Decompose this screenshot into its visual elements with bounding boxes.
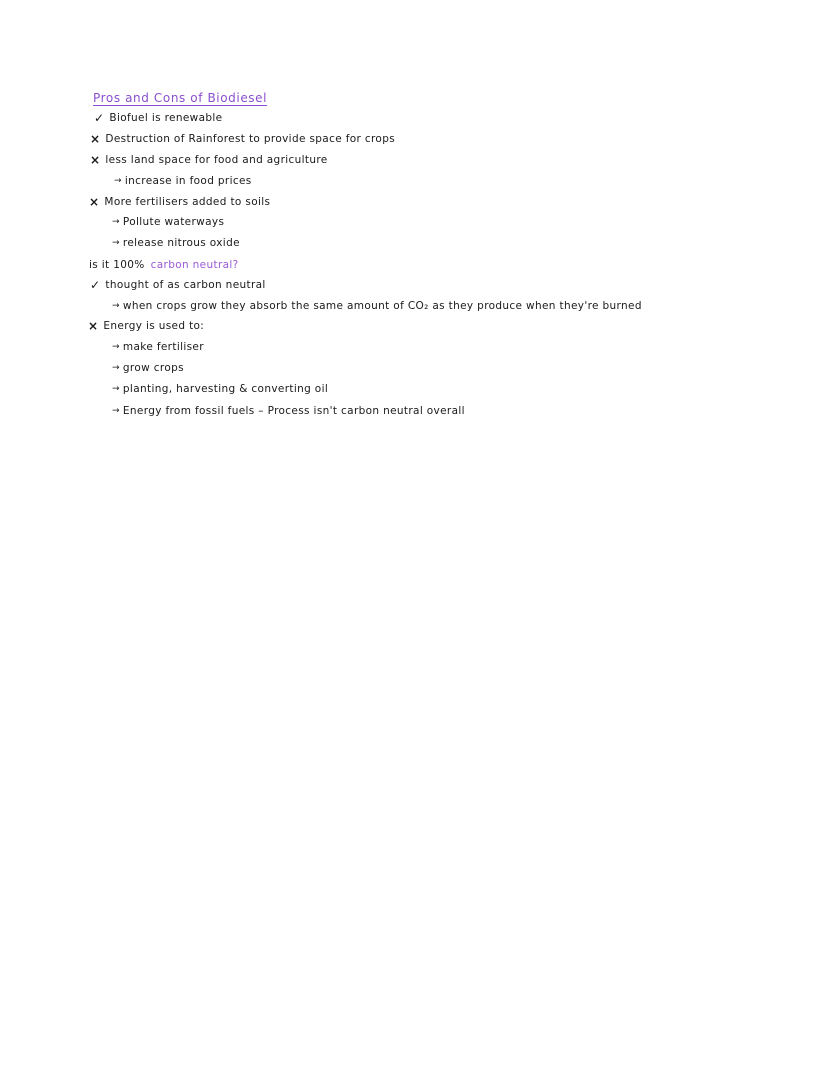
arrow-icon: → [112,217,120,227]
sub-item [112,361,184,375]
sub-item [114,174,252,188]
note-text: when crops grow they absorb the same amount of CO₂ as they produce when they're burned [122,300,642,312]
question-highlight: carbon neutral? [150,259,239,271]
cross-icon: × [89,195,100,209]
con-item [88,319,204,333]
cross-icon: × [90,132,101,146]
tick-icon: ✓ [94,111,105,125]
note-text: Biofuel is renewable [109,112,223,124]
arrow-icon: → [112,301,120,311]
note-text: less land space for food and agriculture [105,154,328,166]
section-question [89,258,239,272]
tick-icon: ✓ [90,278,101,292]
notes-title: Pros and Cons of Biodiesel [93,91,268,105]
note-text: is it 100% [89,259,145,271]
con-item [89,195,270,209]
con-item [90,153,328,167]
cross-icon: × [88,319,99,333]
note-text: make fertiliser [122,341,204,353]
sub-item [112,382,328,396]
note-text: Energy from fossil fuels – Process isn't carbon neutral overall [122,405,465,417]
note-text: grow crops [122,362,184,374]
sub-item [112,340,204,354]
pro-item [94,111,222,125]
sub-item [112,299,642,313]
note-text: planting, harvesting & converting oil [122,383,329,395]
note-text: Energy is used to: [103,320,205,332]
note-text: increase in food prices [124,175,252,187]
arrow-icon: → [114,176,122,186]
pro-item [90,278,266,292]
arrow-icon: → [112,384,120,394]
con-item [90,132,395,146]
note-text: Pollute waterways [122,216,225,228]
cross-icon: × [90,153,101,167]
arrow-icon: → [112,238,120,248]
note-text: More fertilisers added to soils [104,196,271,208]
sub-item [112,236,240,250]
arrow-icon: → [112,363,120,373]
note-text: release nitrous oxide [122,237,240,249]
note-text: thought of as carbon neutral [105,279,266,291]
arrow-icon: → [112,342,120,352]
note-text: Destruction of Rainforest to provide space for crops [105,133,396,145]
sub-item [112,404,465,418]
sub-item [112,215,224,229]
arrow-icon: → [112,406,120,416]
